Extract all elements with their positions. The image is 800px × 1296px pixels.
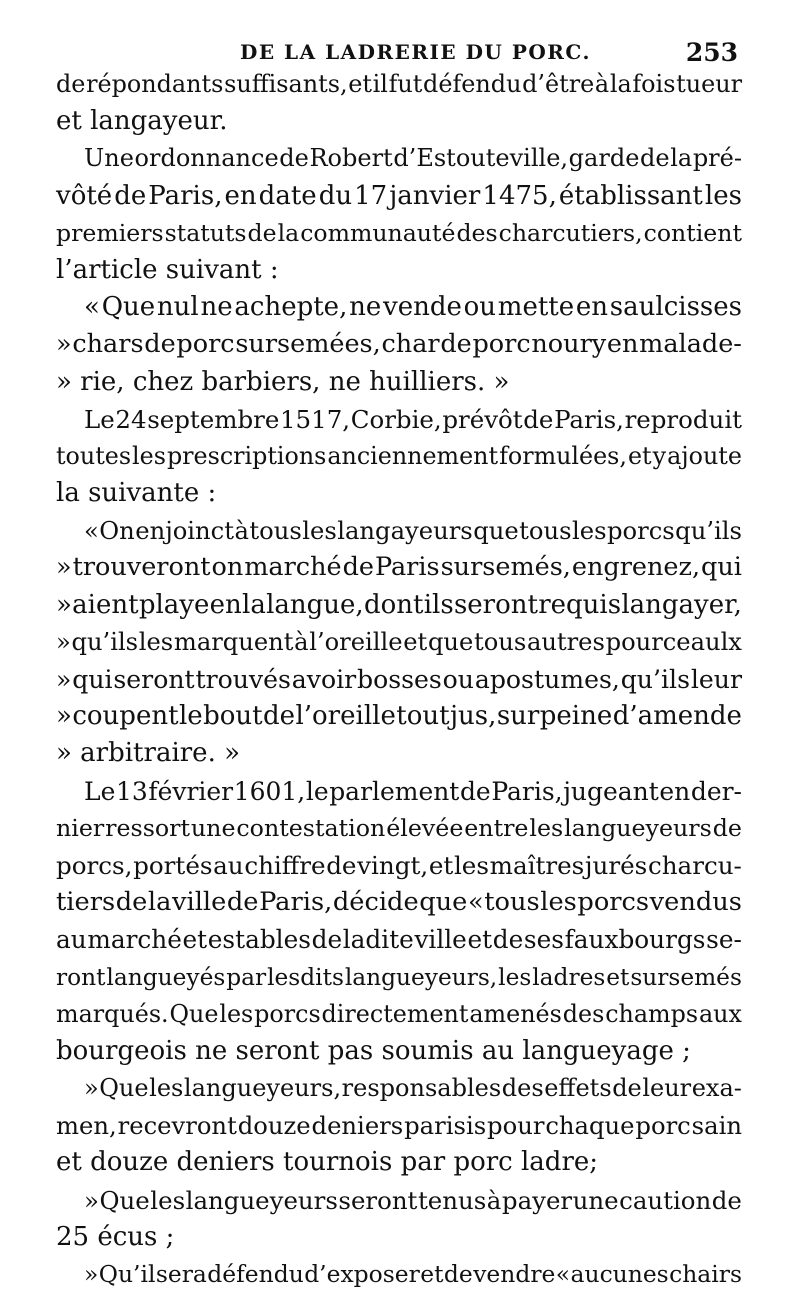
text-line: vôté de Paris, en date du 17 janvier 1475, établissant les [56,180,742,211]
text-line: et douze deniers tournois par porc ladre; [56,1147,599,1178]
text-line: » trouveront on marché de Paris sursemés, engrenez, qui [56,552,742,583]
text-line: » coupent le bout de l’oreille tout jus, sur peine d’amende [56,701,742,732]
text-line: la suivante : [56,478,217,509]
text-line: premiers statuts de la communauté des charcutiers, contient [56,218,742,247]
text-line: » Qu’il sera défendu d’exposer et de vendre « aucunes chairs [84,1260,742,1288]
text-line: » Que les langueyeurs seront tenus à payer une caution de [84,1185,742,1215]
text-line: de répondants suffisants, et il fut défendu d’être à la fois tueur [56,70,742,98]
text-line: » arbitraire. » [56,738,241,769]
text-line: Une ordonnance de Robert d’Estouteville, garde de la pré- [84,144,742,173]
text-line: tiers de la ville de Paris, décide que « tous les porcs vendus [56,887,742,918]
running-title: DE LA LADRERIE DU PORC. [240,40,591,64]
text-line: l’article suivant : [56,254,279,285]
text-line: » chars de porc sursemées, char de porc noury en malade- [56,329,742,360]
text-line: et langayeur. [56,106,228,137]
text-line: Le 24 septembre 1517, Corbie, prévôt de Paris, reproduit [84,404,742,434]
text-line: » qu’ils les marquent à l’oreille et que tous autres pourceaulx [56,627,742,656]
text-line: ront langueyés par lesdits langueyeurs, les ladres et sursemés [56,963,742,991]
text-line: 25 écus ; [56,1221,175,1252]
body-text [56,66,742,1293]
text-line: toutes les prescriptions anciennement formulées, et y ajoute [56,441,742,470]
text-line: porcs, portés au chiffre de vingt, et les maîtres jurés charcu- [56,850,742,880]
text-line: bourgeois ne seront pas soumis au langueyage ; [56,1035,691,1066]
text-line: » qui seront trouvés avoir bosses ou apostumes, qu’ils leur [56,665,742,694]
text-line: « On enjoinct à tous les langayeurs que tous les porcs qu’ils [84,516,742,546]
text-line: nier ressort une contestation élevée entre les langueyeurs de [56,813,742,842]
text-line: » rie, chez barbiers, ne huilliers. » [56,366,510,397]
text-line: men, recevront douze deniers parisis pour chaque porc sain [56,1111,742,1141]
text-line: » aient playe en la langue, dont ils seront requis langayer, [56,589,742,620]
page-number: 253 [685,38,738,67]
text-line: « Que nul ne achepte, ne vende ou mette en saulcisses [84,292,742,323]
text-line: Le 13 février 1601, le parlement de Paris, jugeant en der- [84,776,742,806]
text-line: au marché et estables de ladite ville et de ses fauxbourgs se- [56,925,742,955]
text-line: marqués. Que les porcs directement amenés des champs aux [56,999,742,1028]
text-line: » Que les langueyeurs, responsables des effets de leur exa- [84,1074,742,1103]
